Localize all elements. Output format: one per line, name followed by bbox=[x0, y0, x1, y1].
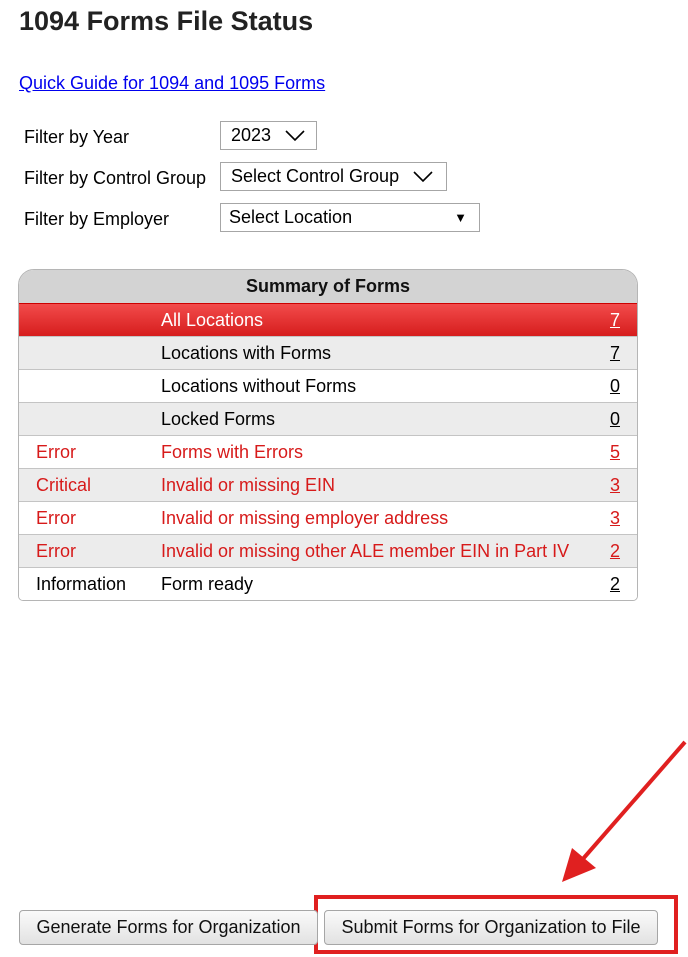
row-description: Form ready bbox=[161, 574, 254, 594]
control-group-select-value: Select Control Group bbox=[231, 166, 400, 186]
row-count-link[interactable]: 5 bbox=[609, 442, 620, 462]
row-description: Locations without Forms bbox=[161, 376, 357, 396]
summary-header: Summary of Forms bbox=[19, 270, 637, 303]
row-description: Locked Forms bbox=[161, 409, 276, 429]
row-severity: Error bbox=[36, 508, 76, 528]
row-description: Forms with Errors bbox=[161, 442, 304, 462]
quick-guide-link[interactable]: Quick Guide for 1094 and 1095 Forms bbox=[19, 73, 326, 93]
filter-employer-label: Filter by Employer bbox=[24, 209, 170, 229]
filter-control-group-label: Filter by Control Group bbox=[24, 168, 207, 188]
row-count-link[interactable]: 7 bbox=[609, 343, 620, 363]
row-description: Invalid or missing employer address bbox=[161, 508, 449, 528]
row-description: All Locations bbox=[161, 310, 264, 330]
submit-forms-button[interactable]: Submit Forms for Organization to File bbox=[324, 910, 658, 945]
row-severity: Error bbox=[36, 442, 76, 462]
triangle-down-icon: ▼ bbox=[454, 210, 467, 225]
filter-year-label: Filter by Year bbox=[24, 127, 130, 147]
generate-forms-button[interactable]: Generate Forms for Organization bbox=[19, 910, 318, 945]
employer-select-value: Select Location bbox=[229, 207, 353, 227]
row-count-link[interactable]: 2 bbox=[609, 541, 620, 561]
row-count-link[interactable]: 2 bbox=[609, 574, 620, 594]
row-severity: Information bbox=[36, 574, 127, 594]
row-description: Invalid or missing EIN bbox=[161, 475, 336, 495]
row-description: Locations with Forms bbox=[161, 343, 332, 363]
row-severity: Critical bbox=[36, 475, 92, 495]
row-description: Invalid or missing other ALE member EIN in Part IV bbox=[161, 541, 570, 561]
row-count-link[interactable]: 3 bbox=[609, 475, 620, 495]
row-count-link[interactable]: 7 bbox=[609, 310, 620, 330]
row-count-link[interactable]: 3 bbox=[609, 508, 620, 528]
row-count-link[interactable]: 0 bbox=[609, 376, 620, 396]
row-severity: Error bbox=[36, 541, 76, 561]
page-title: 1094 Forms File Status bbox=[19, 6, 314, 36]
year-select-value: 2023 bbox=[231, 125, 272, 145]
row-count-link[interactable]: 0 bbox=[609, 409, 620, 429]
